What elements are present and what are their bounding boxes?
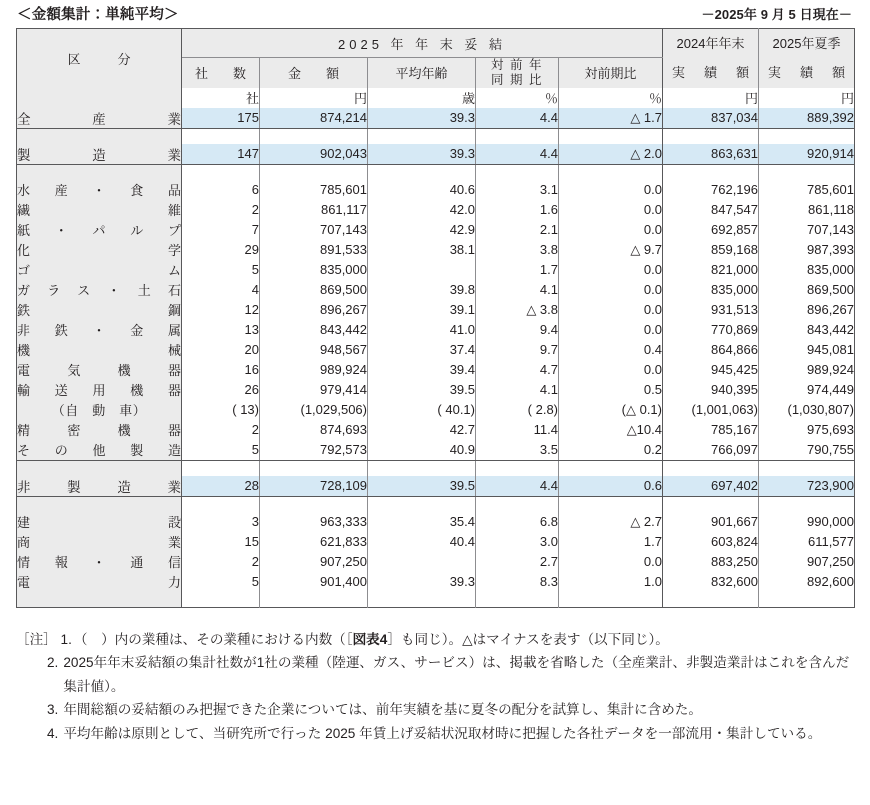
col-header-2024-year-end <box>663 29 759 88</box>
table-row <box>17 320 855 340</box>
row-value-cell: 2 <box>182 552 260 572</box>
col-header-yoy-line1: 対 前 年 <box>491 58 543 72</box>
row-value-cell: 28 <box>182 476 260 497</box>
row-value-cell: 940,395 <box>663 380 759 400</box>
row-value-cell: 41.0 <box>368 320 476 340</box>
row-spacer-cell <box>476 592 559 608</box>
table-row <box>17 220 855 240</box>
table-row <box>17 280 855 300</box>
row-value-cell: 9.7 <box>476 340 559 360</box>
row-value-cell: 821,000 <box>663 260 759 280</box>
row-value-cell: ( 13) <box>182 400 260 420</box>
row-spacer-cell <box>663 164 759 180</box>
row-value-cell: 42.7 <box>368 420 476 440</box>
row-value-cell: △ 1.7 <box>559 108 663 129</box>
row-value-cell: 785,601 <box>260 180 368 200</box>
unit-cell: 円 <box>260 88 368 108</box>
table-row <box>17 108 855 129</box>
row-value-cell: 974,449 <box>807 382 854 397</box>
row-value-cell: 37.4 <box>368 340 476 360</box>
footnote-item <box>16 651 858 698</box>
row-value-cell: 762,196 <box>663 180 759 200</box>
row-value-cell: 0.6 <box>559 476 663 497</box>
row-value-cell: △ 2.7 <box>559 512 663 532</box>
row-value-cell: 859,168 <box>663 240 759 260</box>
row-value-cell: 901,400 <box>260 572 368 592</box>
row-spacer-label <box>17 496 182 512</box>
row-value-cell: 874,214 <box>260 108 368 129</box>
row-spacer-cell <box>182 460 260 476</box>
table-row <box>17 552 855 572</box>
row-value-cell: 3 <box>182 512 260 532</box>
row-value-cell <box>368 260 476 280</box>
row-spacer-cell <box>476 164 559 180</box>
row-value-cell: 5 <box>182 260 260 280</box>
row-category: 情報・通信 <box>17 552 182 572</box>
row-value-cell: 8.3 <box>476 572 559 592</box>
footnote-item <box>16 698 858 721</box>
row-spacer-cell <box>182 164 260 180</box>
unit-cell: 円 <box>663 88 759 108</box>
row-value-cell: 728,109 <box>260 476 368 497</box>
col-header-amount: 金 額 <box>260 58 368 88</box>
row-category: 非鉄・金属 <box>17 320 182 340</box>
row-category: 電気機器 <box>17 360 182 380</box>
table-row <box>17 300 855 320</box>
row-value-cell: 175 <box>182 108 260 129</box>
row-category: 精密機器 <box>17 420 182 440</box>
row-spacer-cell <box>368 460 476 476</box>
footnote-item <box>16 628 858 651</box>
row-value-cell: 835,000 <box>260 260 368 280</box>
col-header-kubun: 区 分 <box>17 29 182 88</box>
col-header-group-2025-year-end: 2025 年 年 末 妥 結 <box>182 29 663 58</box>
row-category: その他製造 <box>17 440 182 461</box>
table-row <box>17 380 855 400</box>
row-value-cell: 0.0 <box>559 180 663 200</box>
footnote-text: 年間総額の妥結額のみ把握できた企業については、前年実績を基に夏冬の配分を試算し、集計に含めた。 <box>63 702 702 718</box>
table-header-row-1 <box>17 29 855 58</box>
row-value-cell: 40.6 <box>368 180 476 200</box>
row-value-cell: 13 <box>182 320 260 340</box>
col-header-company-count: 社 数 <box>182 58 260 88</box>
row-spacer-cell <box>368 592 476 608</box>
col-header-2025-line1: 2025年夏季 <box>772 36 841 52</box>
row-category: 水産・食品 <box>17 180 182 200</box>
row-value-cell: 6.8 <box>476 512 559 532</box>
row-value-cell: 39.3 <box>368 108 476 129</box>
row-value-cell: 979,414 <box>260 380 368 400</box>
row-value-cell: 4.1 <box>476 280 559 300</box>
row-value-cell: 707,143 <box>260 220 368 240</box>
row-value-cell: 945,081 <box>807 342 854 357</box>
unit-cell: 社 <box>182 88 260 108</box>
row-value-cell: 835,000 <box>807 262 854 277</box>
row-value-cell: (1,030,807) <box>787 402 854 417</box>
row-value-cell: 874,693 <box>260 420 368 440</box>
row-spacer-cell <box>559 128 663 144</box>
row-value-cell: (△ 0.1) <box>559 400 663 420</box>
page-title: ＜金額集計：単純平均＞ <box>17 6 179 23</box>
row-value-cell: 1.7 <box>559 532 663 552</box>
row-value-cell: 4 <box>182 280 260 300</box>
row-value-cell: △10.4 <box>559 420 663 440</box>
footnote-marker: ［注］ 1. <box>16 632 72 647</box>
row-value-cell: 3.0 <box>476 532 559 552</box>
row-spacer-cell <box>759 128 855 144</box>
row-spacer-cell <box>368 496 476 512</box>
row-value-cell: 39.8 <box>368 280 476 300</box>
col-header-vs-previous-term: 対前期比 <box>559 58 663 88</box>
row-value-cell: 603,824 <box>663 532 759 552</box>
col-header-2024-line1: 2024年年末 <box>676 36 745 52</box>
col-header-yoy-line2: 同 期 比 <box>491 72 543 87</box>
row-value-cell: 989,924 <box>807 362 854 377</box>
row-value-cell: 892,600 <box>807 574 854 589</box>
row-value-cell: 889,392 <box>759 108 855 129</box>
unit-row <box>17 88 855 108</box>
row-value-cell: △ 2.0 <box>559 144 663 165</box>
row-value-cell: 723,900 <box>759 476 855 497</box>
row-value-cell: 907,250 <box>807 554 854 569</box>
row-category: 電力 <box>17 572 182 592</box>
row-value-cell: 989,924 <box>260 360 368 380</box>
row-spacer-cell <box>182 128 260 144</box>
footnote-marker: 4. <box>47 725 59 741</box>
row-value-cell: 147 <box>182 144 260 165</box>
row-spacer-cell <box>476 460 559 476</box>
table-row <box>17 240 855 260</box>
row-spacer-cell <box>759 592 855 608</box>
footnote-marker: 3. <box>47 702 59 718</box>
row-value-cell: 790,755 <box>759 440 855 461</box>
row-value-cell: 38.1 <box>368 240 476 260</box>
row-value-cell: 843,442 <box>807 322 854 337</box>
row-value-cell: 945,425 <box>663 360 759 380</box>
row-value-cell: (1,001,063) <box>663 400 759 420</box>
row-category: 繊維 <box>17 200 182 220</box>
col-header-2024-line2: 実 績 額 <box>671 64 752 80</box>
table-row <box>17 200 855 220</box>
row-value-cell: 39.5 <box>368 380 476 400</box>
row-value-cell: 2.1 <box>476 220 559 240</box>
row-value-cell: 990,000 <box>807 514 854 529</box>
row-category: 非製造業 <box>17 476 182 497</box>
row-value-cell: 39.3 <box>368 144 476 165</box>
row-spacer-cell <box>476 128 559 144</box>
unit-cell: 歳 <box>368 88 476 108</box>
data-table-wrapper <box>16 28 854 608</box>
row-value-cell: 39.4 <box>368 360 476 380</box>
row-value-cell: 896,267 <box>260 300 368 320</box>
row-spacer-cell <box>559 496 663 512</box>
row-value-cell: 863,631 <box>663 144 759 165</box>
row-category: （自 動 車） <box>17 400 182 420</box>
row-value-cell: 16 <box>182 360 260 380</box>
row-value-cell <box>368 552 476 572</box>
row-value-cell: 835,000 <box>663 280 759 300</box>
unit-cell: 円 <box>759 88 855 108</box>
table-row <box>17 340 855 360</box>
row-value-cell: 5 <box>182 440 260 461</box>
row-value-cell: 883,250 <box>663 552 759 572</box>
row-spacer <box>17 496 855 512</box>
table-row <box>17 572 855 592</box>
row-value-cell: 35.4 <box>368 512 476 532</box>
row-value-cell: 4.7 <box>476 360 559 380</box>
row-spacer-cell <box>260 592 368 608</box>
row-value-cell: 861,118 <box>807 202 854 217</box>
row-value-cell: 0.0 <box>559 360 663 380</box>
row-spacer <box>17 128 855 144</box>
row-category: 輸送用機器 <box>17 380 182 400</box>
row-value-cell: 792,573 <box>260 440 368 461</box>
row-value-cell: 4.4 <box>476 108 559 129</box>
row-value-cell: 948,567 <box>260 340 368 360</box>
row-value-cell: 843,442 <box>260 320 368 340</box>
row-spacer-cell <box>182 592 260 608</box>
row-spacer-label <box>17 164 182 180</box>
row-value-cell: 40.9 <box>368 440 476 461</box>
unit-row-label <box>17 88 182 108</box>
row-value-cell: 707,143 <box>807 222 854 237</box>
table-row <box>17 420 855 440</box>
table-row <box>17 476 855 497</box>
col-header-2025-line2: 実 績 額 <box>767 64 848 80</box>
row-value-cell: 832,600 <box>663 572 759 592</box>
row-value-cell: 26 <box>182 380 260 400</box>
row-value-cell: 0.0 <box>559 260 663 280</box>
row-category: 紙・パルプ <box>17 220 182 240</box>
row-value-cell: 963,333 <box>260 512 368 532</box>
row-spacer <box>17 164 855 180</box>
row-value-cell: 931,513 <box>663 300 759 320</box>
row-spacer-cell <box>759 460 855 476</box>
row-value-cell: 869,500 <box>260 280 368 300</box>
row-spacer-cell <box>368 164 476 180</box>
col-header-average-age: 平均年齢 <box>368 58 476 88</box>
row-spacer-cell <box>559 592 663 608</box>
row-value-cell: 0.0 <box>559 280 663 300</box>
row-spacer-label <box>17 128 182 144</box>
row-spacer <box>17 460 855 476</box>
row-category: 商業 <box>17 532 182 552</box>
row-value-cell: 697,402 <box>663 476 759 497</box>
row-value-cell: 907,250 <box>260 552 368 572</box>
row-category: 製造業 <box>17 144 182 165</box>
row-value-cell: 3.8 <box>476 240 559 260</box>
row-spacer-cell <box>663 460 759 476</box>
row-value-cell: 869,500 <box>807 282 854 297</box>
row-category: 機械 <box>17 340 182 360</box>
footnote-bold-ref: 図表4 <box>352 632 388 647</box>
row-category: ガラス・土石 <box>17 280 182 300</box>
row-value-cell: 0.0 <box>559 200 663 220</box>
row-value-cell: 5 <box>182 572 260 592</box>
row-value-cell: 2 <box>182 420 260 440</box>
row-spacer-cell <box>260 496 368 512</box>
row-value-cell: 621,833 <box>260 532 368 552</box>
row-value-cell: 3.1 <box>476 180 559 200</box>
row-value-cell: 3.5 <box>476 440 559 461</box>
row-value-cell: △ 3.8 <box>476 300 559 320</box>
row-value-cell: ( 40.1) <box>368 400 476 420</box>
footnote-text: 平均年齢は原則として、当研究所で行った 2025 年賃上げ妥結状況取材時に把握した各社データを一部流用・集計している。 <box>63 725 822 741</box>
unit-cell: ％ <box>559 88 663 108</box>
footnote-marker: 2. <box>47 655 59 671</box>
row-value-cell: 40.4 <box>368 532 476 552</box>
row-value-cell: 39.5 <box>368 476 476 497</box>
row-value-cell: 1.6 <box>476 200 559 220</box>
row-value-cell: 7 <box>182 220 260 240</box>
as-of-date: －2025年 9 月 5 日現在－ <box>701 6 852 22</box>
row-value-cell: 0.0 <box>559 220 663 240</box>
row-spacer-label <box>17 592 182 608</box>
figure-header <box>0 0 870 26</box>
row-spacer <box>17 592 855 608</box>
table-row <box>17 180 855 200</box>
row-value-cell: 15 <box>182 532 260 552</box>
table-row <box>17 144 855 165</box>
row-category: 化学 <box>17 240 182 260</box>
row-value-cell: 39.1 <box>368 300 476 320</box>
row-value-cell: 0.5 <box>559 380 663 400</box>
col-header-yoy-same-period <box>476 58 559 88</box>
row-value-cell: ( 2.8) <box>476 400 559 420</box>
row-value-cell: 0.4 <box>559 340 663 360</box>
row-value-cell: 902,043 <box>260 144 368 165</box>
row-value-cell: 785,167 <box>663 420 759 440</box>
row-value-cell: 901,667 <box>663 512 759 532</box>
table-row <box>17 260 855 280</box>
row-value-cell: 891,533 <box>260 240 368 260</box>
row-value-cell: 864,866 <box>663 340 759 360</box>
row-spacer-cell <box>759 164 855 180</box>
row-value-cell: 42.0 <box>368 200 476 220</box>
row-value-cell: 975,693 <box>807 422 854 437</box>
row-category: ゴム <box>17 260 182 280</box>
row-value-cell: 847,547 <box>663 200 759 220</box>
row-value-cell: 42.9 <box>368 220 476 240</box>
row-value-cell: 2 <box>182 200 260 220</box>
table-row <box>17 532 855 552</box>
footnote-text: （ ）内の業種は、その業種における内数（［図表4］も同じ）。△はマイナスを表す（以下同じ）。 <box>73 632 669 647</box>
bonus-amount-table <box>16 28 855 608</box>
row-spacer-cell <box>260 128 368 144</box>
row-spacer-label <box>17 460 182 476</box>
row-value-cell: 896,267 <box>807 302 854 317</box>
row-value-cell: 4.4 <box>476 144 559 165</box>
row-value-cell: 1.0 <box>559 572 663 592</box>
table-row <box>17 440 855 461</box>
row-spacer-cell <box>368 128 476 144</box>
footnotes <box>16 628 858 745</box>
row-value-cell: 29 <box>182 240 260 260</box>
row-spacer-cell <box>759 496 855 512</box>
row-value-cell: 0.0 <box>559 300 663 320</box>
row-value-cell: 11.4 <box>476 420 559 440</box>
row-spacer-cell <box>182 496 260 512</box>
row-spacer-cell <box>663 496 759 512</box>
row-value-cell: △ 9.7 <box>559 240 663 260</box>
row-value-cell: 0.0 <box>559 552 663 572</box>
row-value-cell: 12 <box>182 300 260 320</box>
row-spacer-cell <box>663 128 759 144</box>
row-value-cell: 766,097 <box>663 440 759 461</box>
row-category: 全産業 <box>17 108 182 129</box>
row-category: 鉄鋼 <box>17 300 182 320</box>
row-value-cell: 20 <box>182 340 260 360</box>
row-spacer-cell <box>663 592 759 608</box>
table-row <box>17 512 855 532</box>
row-spacer-cell <box>559 460 663 476</box>
table-row <box>17 400 855 420</box>
footnote-text: 2025年年末妥結額の集計社数が1社の業種（陸運、ガス、サービス）は、掲載を省略した（全産業計、非製造業計はこれを含んだ集計値）。 <box>63 655 850 694</box>
row-value-cell: 785,601 <box>807 182 854 197</box>
row-value-cell: (1,029,506) <box>260 400 368 420</box>
row-value-cell: 4.1 <box>476 380 559 400</box>
row-value-cell: 837,034 <box>663 108 759 129</box>
table-row <box>17 360 855 380</box>
row-value-cell: 9.4 <box>476 320 559 340</box>
row-category: 建設 <box>17 512 182 532</box>
footnote-item <box>16 722 858 745</box>
row-spacer-cell <box>260 164 368 180</box>
row-value-cell: 0.2 <box>559 440 663 461</box>
row-value-cell: 861,117 <box>260 200 368 220</box>
row-spacer-cell <box>476 496 559 512</box>
col-header-2025-summer <box>759 29 855 88</box>
row-spacer-cell <box>260 460 368 476</box>
row-value-cell: 6 <box>182 180 260 200</box>
row-value-cell: 692,857 <box>663 220 759 240</box>
row-value-cell: 770,869 <box>663 320 759 340</box>
row-spacer-cell <box>559 164 663 180</box>
row-value-cell: 4.4 <box>476 476 559 497</box>
unit-cell: ％ <box>476 88 559 108</box>
row-value-cell: 1.7 <box>476 260 559 280</box>
row-value-cell: 39.3 <box>368 572 476 592</box>
row-value-cell: 2.7 <box>476 552 559 572</box>
row-value-cell: 0.0 <box>559 320 663 340</box>
row-value-cell: 920,914 <box>759 144 855 165</box>
row-value-cell: 987,393 <box>807 242 854 257</box>
row-value-cell: 611,577 <box>807 534 854 549</box>
